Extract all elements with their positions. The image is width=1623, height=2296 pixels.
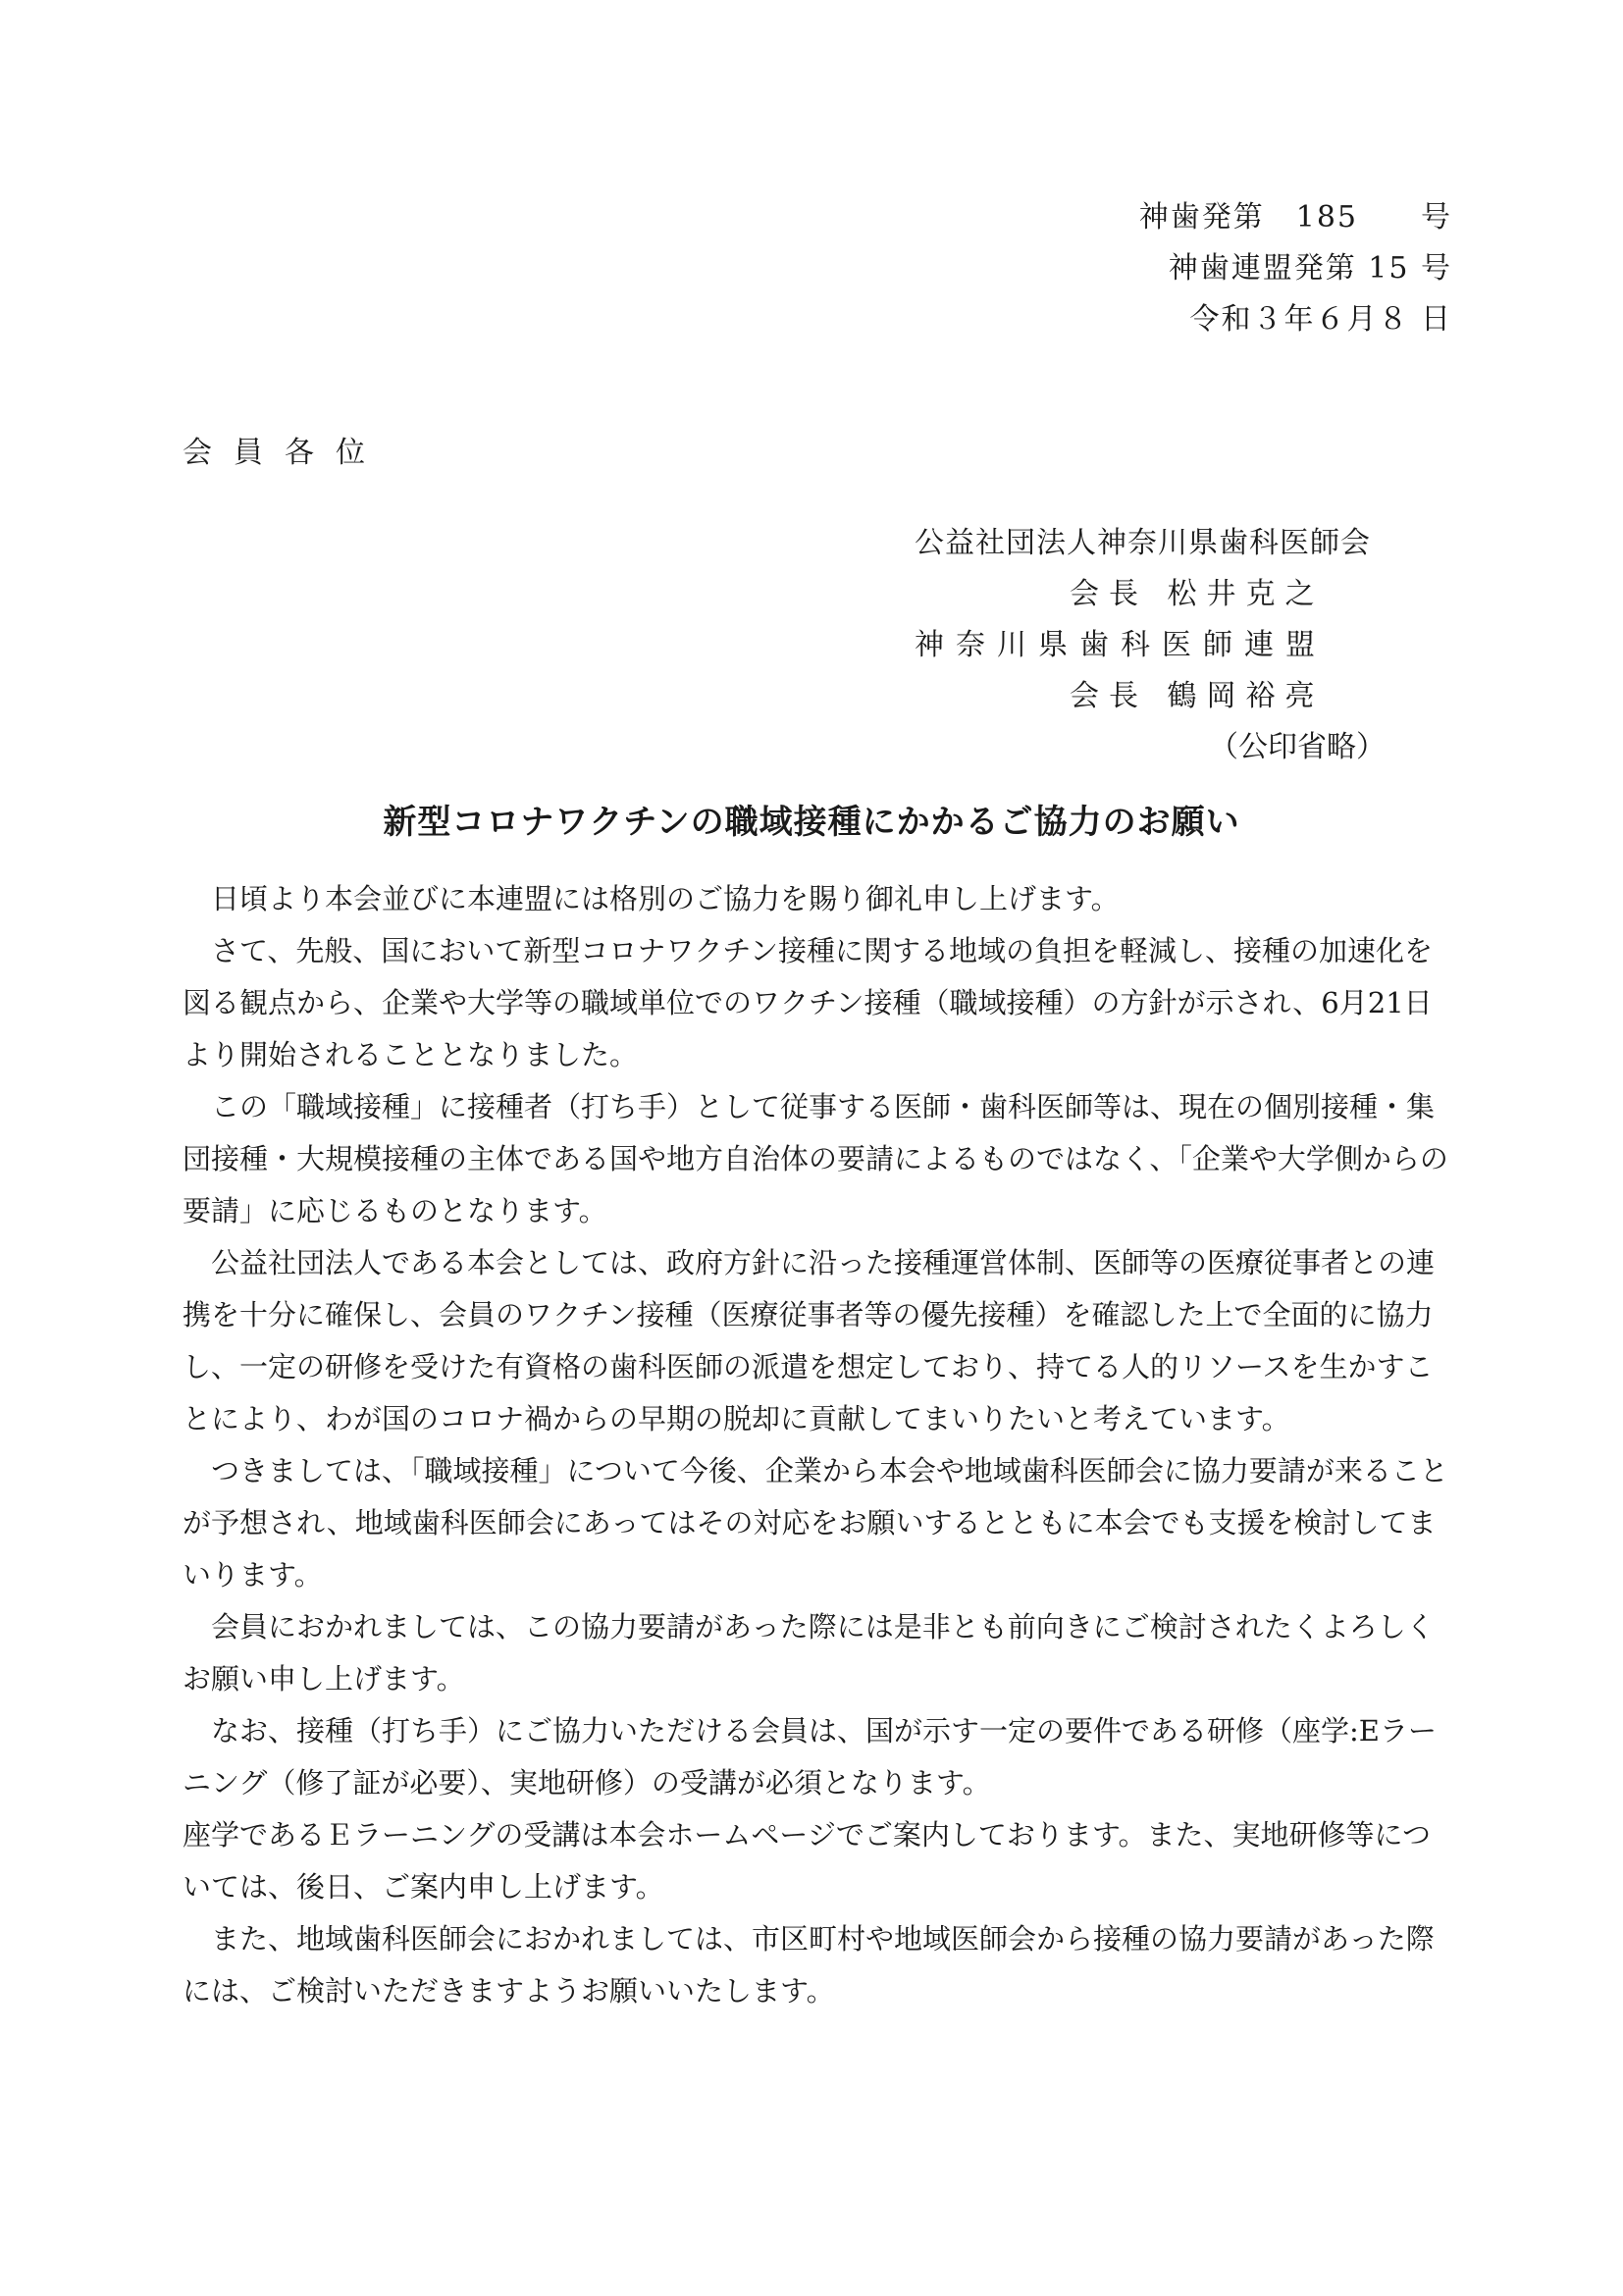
addressee: 会員各位 [183,436,387,470]
body-paragraph: さて、先般、国において新型コロナワクチン接種に関する地域の負担を軽減し、接種の加速化を図る観点から、企業や大学等の職域単位でのワクチン接種（職域接種）の方針が示され、6月21日より開始されることとなりました。 [183,934,1433,1071]
sender-organization-federation: 神奈川県歯科医師連盟 [915,628,1327,662]
body-paragraph: つきましては、「職域接種」について今後、企業から本会や地域歯科医師会に協力要請が来ることが予想され、地域歯科医師会にあってはその対応をお願いするとともに本会でも支援を検討してまいります。 [183,1454,1448,1592]
body-paragraph: 公益社団法人である本会としては、政府方針に沿った接種運営体制、医師等の医療従事者との連携を十分に確保し、会員のワクチン接種（医療従事者等の優先接種）を確認した上で全面的に協力し、一定の研修を受けた有資格の歯科医師の派遣を想定しており、持てる人的リソースを生かすことにより、わが国のコロナ禍からの早期の脱却に貢献してまいりたいと考えています。 [183,1246,1436,1435]
body-paragraph: 座学であるＥラーニングの受講は本会ホームページでご案内しております。また、実地研修等については、後日、ご案内申し上げます。 [183,1818,1431,1904]
document-reference [1139,192,1452,345]
body-paragraph: 会員におかれましては、この協力要請があった際には是非とも前向きにご検討されたくよろしくお願い申し上げます。 [183,1610,1435,1696]
seal-omitted-note: （公印省略） [1209,730,1386,764]
sender-organization-association: 公益社団法人神奈川県歯科医師会 [915,526,1371,560]
reference-number-federation: 神歯連盟発第 15 号 [1168,251,1452,286]
body-paragraph: この「職域接種」に接種者（打ち手）として従事する医師・歯科医師等は、現在の個別接種・集団接種・大規模接種の主体である国や地方自治体の要請によるものではなく、「企業や大学側からの要請」に応じるものとなります。 [183,1090,1448,1227]
body-paragraph: また、地域歯科医師会におかれましては、市区町村や地域医師会から接種の協力要請があった際には、ご検討いただきますようお願いいたします。 [183,1922,1435,2008]
body-paragraph: 日頃より本会並びに本連盟には格別のご協力を賜り御礼申し上げます。 [211,882,1120,915]
body-paragraph: なお、接種（打ち手）にご協力いただける会員は、国が示す一定の要件である研修（座学:Eラーニング（修了証が必要）、実地研修）の受講が必須となります。 [183,1714,1437,1800]
document-body [183,873,1448,2017]
document-title: 新型コロナワクチンの職域接種にかかるご協力のお願い [383,803,1240,842]
sender-block [915,518,1386,773]
document-date: 令和３年６月８ 日 [1189,302,1452,337]
sender-president-association: 会長 松井克之 [1070,577,1325,611]
sender-president-federation: 会長 鶴岡裕亮 [1070,679,1325,713]
reference-number-association: 神歯発第 185 号 [1138,200,1452,235]
